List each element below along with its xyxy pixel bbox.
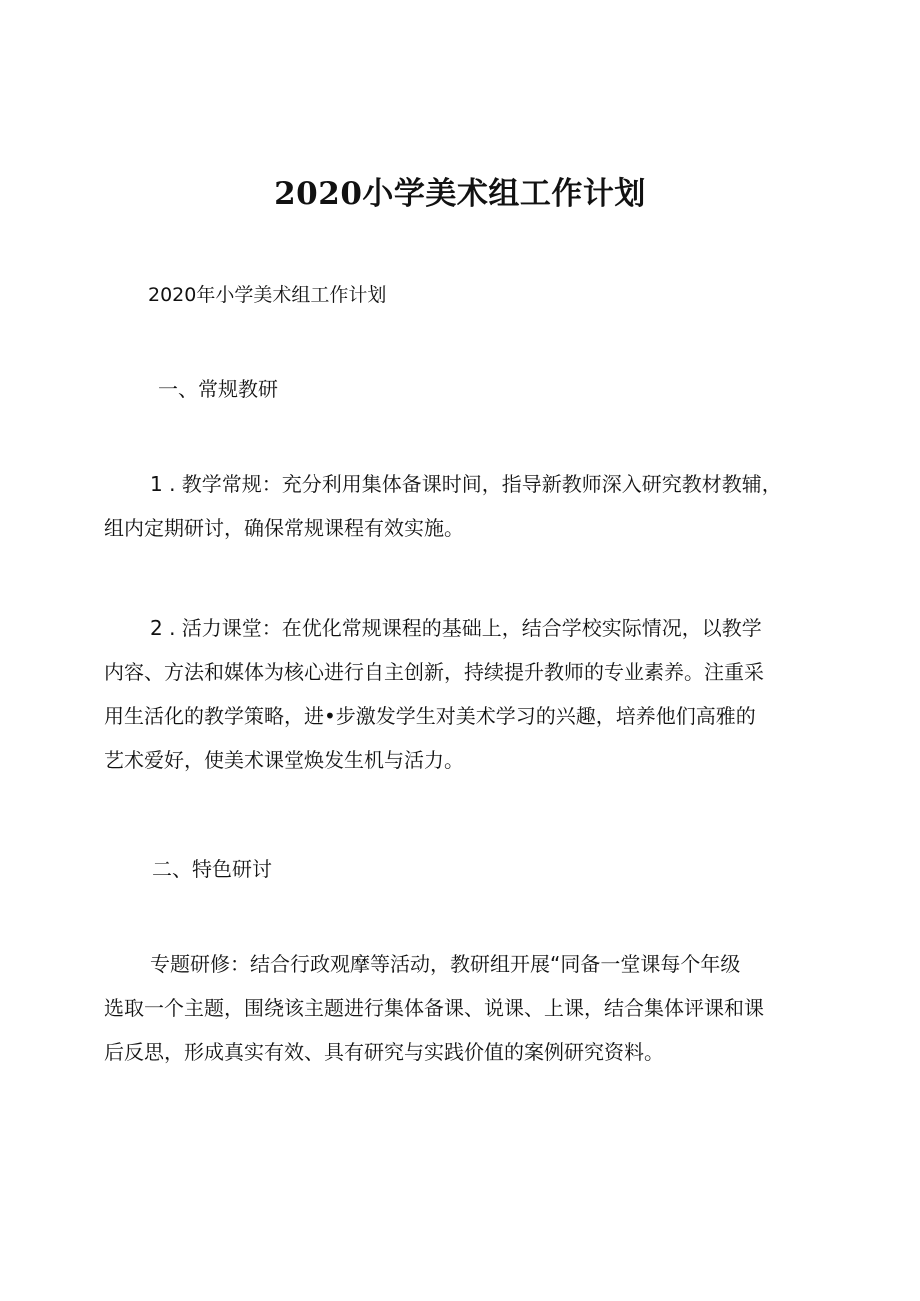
paragraph-line: 组内定期研讨，确保常规课程有效实施。 — [104, 516, 464, 540]
paragraph-line: 1 . 教学常规：充分利用集体备课时间，指导新教师深入研究教材教辅， — [150, 472, 782, 496]
paragraph-special-study — [104, 942, 822, 1074]
paragraph-line: 艺术爱好，使美术课堂焕发生机与活力。 — [104, 748, 464, 772]
section-heading-routine-research: 一、常规教研 — [158, 377, 278, 401]
paragraph-line: 2 . 活力课堂：在优化常规课程的基础上，结合学校实际情况，以教学 — [150, 616, 762, 640]
document-title: 2020小学美术组工作计划 — [274, 176, 646, 212]
paragraph-line: 用生活化的教学策略，进•步激发学生对美术学习的兴趣，培养他们高雅的 — [104, 704, 756, 728]
paragraph-teaching-routine — [104, 462, 822, 550]
paragraph-line: 内容、方法和媒体为核心进行自主创新，持续提升教师的专业素养。注重采 — [104, 660, 764, 684]
paragraph-line: 后反思，形成真实有效、具有研究与实践价值的案例研究资料。 — [104, 1040, 664, 1064]
paragraph-vibrant-classroom — [104, 606, 822, 782]
section-heading-featured-research: 二、特色研讨 — [152, 857, 272, 881]
document-subtitle: 2020年小学美术组工作计划 — [148, 284, 387, 306]
paragraph-line: 专题研修：结合行政观摩等活动，教研组开展“同备一堂课每个年级 — [150, 952, 741, 976]
paragraph-line: 选取一个主题，围绕该主题进行集体备课、说课、上课，结合集体评课和课 — [104, 996, 764, 1020]
